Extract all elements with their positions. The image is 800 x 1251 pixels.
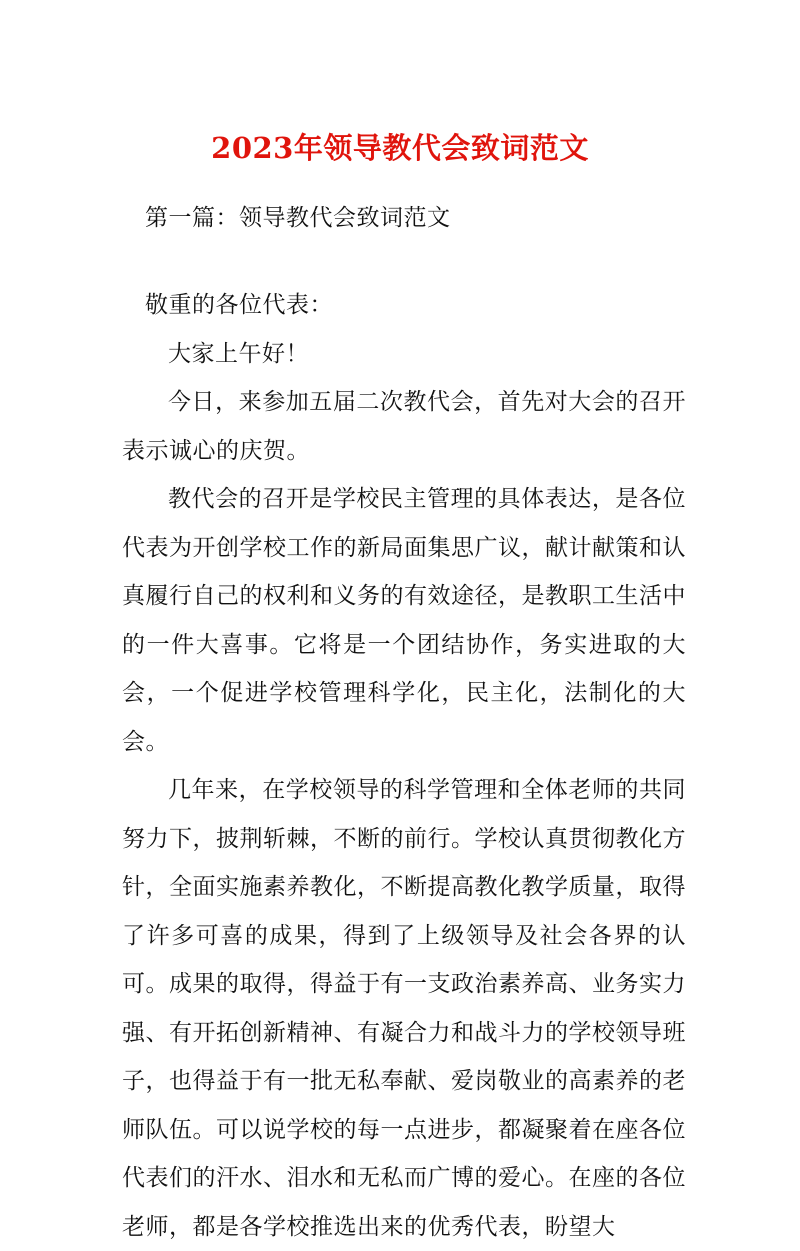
paragraph: 几年来，在学校领导的科学管理和全体老师的共同努力下，披荆斩棘，不断的前行。学校认真贯彻教化方针，全面实施素养教化，不断提高教化教学质量，取得了许多可喜的成果，得到了上级领导及社会各界的认可。成果的取得，得益于有一支政治素养高、业务实力强、有开拓创新精神、有凝合力和战斗力的学校领导班子，也得益于有一批无私奉献、爱岗敬业的高素养的老师队伍。可以说学校的每一点进步，都凝聚着在座各位代表们的汗水、泪水和无私而广博的爱心。在座的各位老师，都是各学校推选出来的优秀代表，盼望大 bbox=[122, 777, 686, 1240]
paragraph: 今日，来参加五届二次教代会，首先对大会的召开表示诚心的庆贺。 bbox=[122, 389, 686, 464]
salutation: 敬重的各位代表： bbox=[145, 292, 333, 318]
document-title: 2023年领导教代会致词范文 bbox=[211, 131, 589, 165]
paragraph: 教代会的召开是学校民主管理的具体表达，是各位代表为开创学校工作的新局面集思广议，献计献策和认真履行自己的权利和义务的有效途径，是教职工生活中的一件大喜事。它将是一个团结协作，务实进取的大会，一个促进学校管理科学化，民主化，法制化的大会。 bbox=[122, 486, 686, 755]
greeting: 大家上午好！ bbox=[168, 340, 309, 367]
chapter-heading: 第一篇：领导教代会致词范文 bbox=[145, 205, 451, 231]
document-body bbox=[122, 281, 686, 1251]
